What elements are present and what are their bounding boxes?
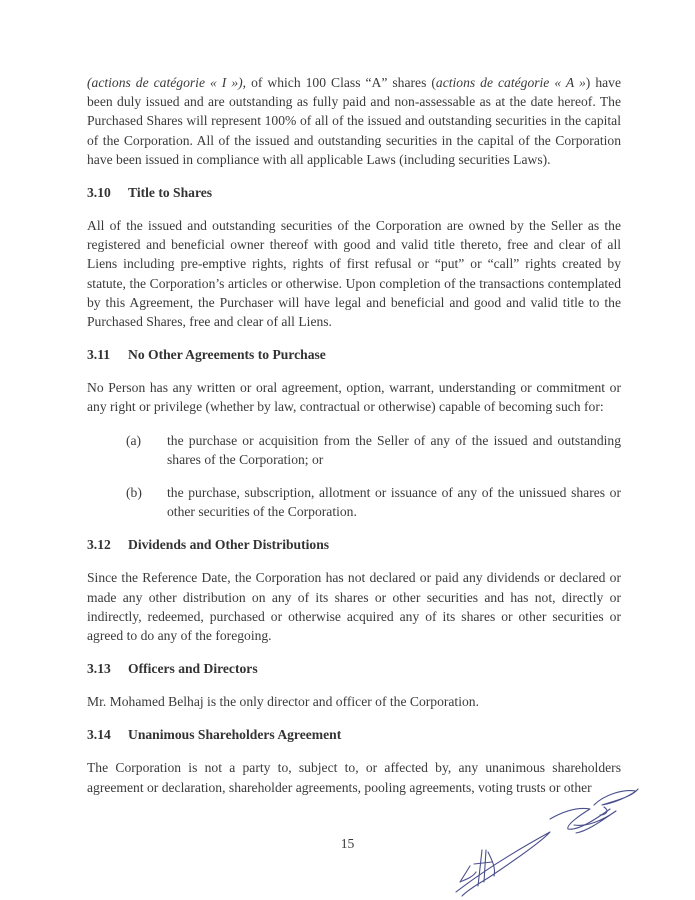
section-number: 3.14 [87, 727, 111, 743]
document-page [87, 73, 621, 797]
section-body-3-11: No Person has any written or oral agreement, option, warrant, understanding or commitment or any right or privilege (whether by law, contractual or otherwise) capable of becoming such for: [87, 380, 621, 415]
section-body-3-12: Since the Reference Date, the Corporation has not declared or paid any dividends or declared or made any other distribution on any of its shares or other securities and has not, directly or indirectly, redeemed, purchased or otherwise acquired any of its shares or other securities or agreed to do any of the foregoing. [87, 570, 621, 644]
section-title: Officers and Directors [128, 661, 258, 677]
section-heading-3-12 [87, 535, 621, 554]
signature-initials-icon [448, 820, 558, 900]
list-text: the purchase or acquisition from the Seller of any of the issued and outstanding shares of the Corporation; or [167, 432, 621, 467]
intro-paragraph [87, 73, 621, 169]
section-title: Title to Shares [128, 185, 213, 201]
page-number: 15 [340, 836, 355, 851]
list-item-a [87, 431, 621, 469]
section-number: 3.10 [87, 185, 111, 201]
intro-text-2: , of which 100 Class “A” shares ( [242, 75, 436, 90]
section-heading-3-13 [87, 659, 621, 678]
section-heading-3-11 [87, 345, 621, 364]
section-title: Unanimous Shareholders Agreement [128, 727, 342, 743]
section-body-3-13: Mr. Mohamed Belhaj is the only director and officer of the Corporation. [87, 694, 479, 710]
list-item-b [87, 483, 621, 521]
section-heading-3-10 [87, 183, 621, 202]
section-body-3-14: The Corporation is not a party to, subject to, or affected by, any unanimous shareholders agreement or declaration, shareholder agreements, pooling agreements, voting trusts or other [87, 760, 621, 795]
section-title: Dividends and Other Distributions [128, 537, 330, 553]
list-label: (a) [126, 432, 142, 448]
intro-text-4: ) have been duly issued and are outstanding as fully paid and non-assessable as at the date hereof. The Purchased Shares will represent 100% of all of the issued and outstanding securities in the capital of the Corporation. All of the issued and outstanding securities in the capital of the Corporation have been issued in compliance with all applicable Laws (including securities Laws). [87, 75, 621, 167]
section-number: 3.12 [87, 537, 111, 553]
list-text: the purchase, subscription, allotment or issuance of any of the unissued shares or other securities of the Corporation. [167, 485, 621, 520]
section-body-3-10: All of the issued and outstanding securities of the Corporation are owned by the Seller as the registered and beneficial owner thereof with good and valid title thereto, free and clear of all Liens including pre-emptive rights, rights of first refusal or “put” or “call” rights created by statute, the Corporation’s articles or otherwise. Upon completion of the transactions contemplated by this Agreement, the Purchaser will have legal and beneficial and good and valid title to the Purchased Shares, free and clear of all Liens. [87, 218, 621, 330]
section-heading-3-14 [87, 725, 621, 744]
intro-italic-1: (actions de catégorie « I ») [87, 75, 243, 90]
intro-italic-2: actions de catégorie « A » [435, 75, 586, 90]
section-number: 3.13 [87, 661, 111, 677]
section-number: 3.11 [87, 347, 111, 363]
section-title: No Other Agreements to Purchase [128, 347, 326, 363]
list-label: (b) [126, 485, 142, 501]
